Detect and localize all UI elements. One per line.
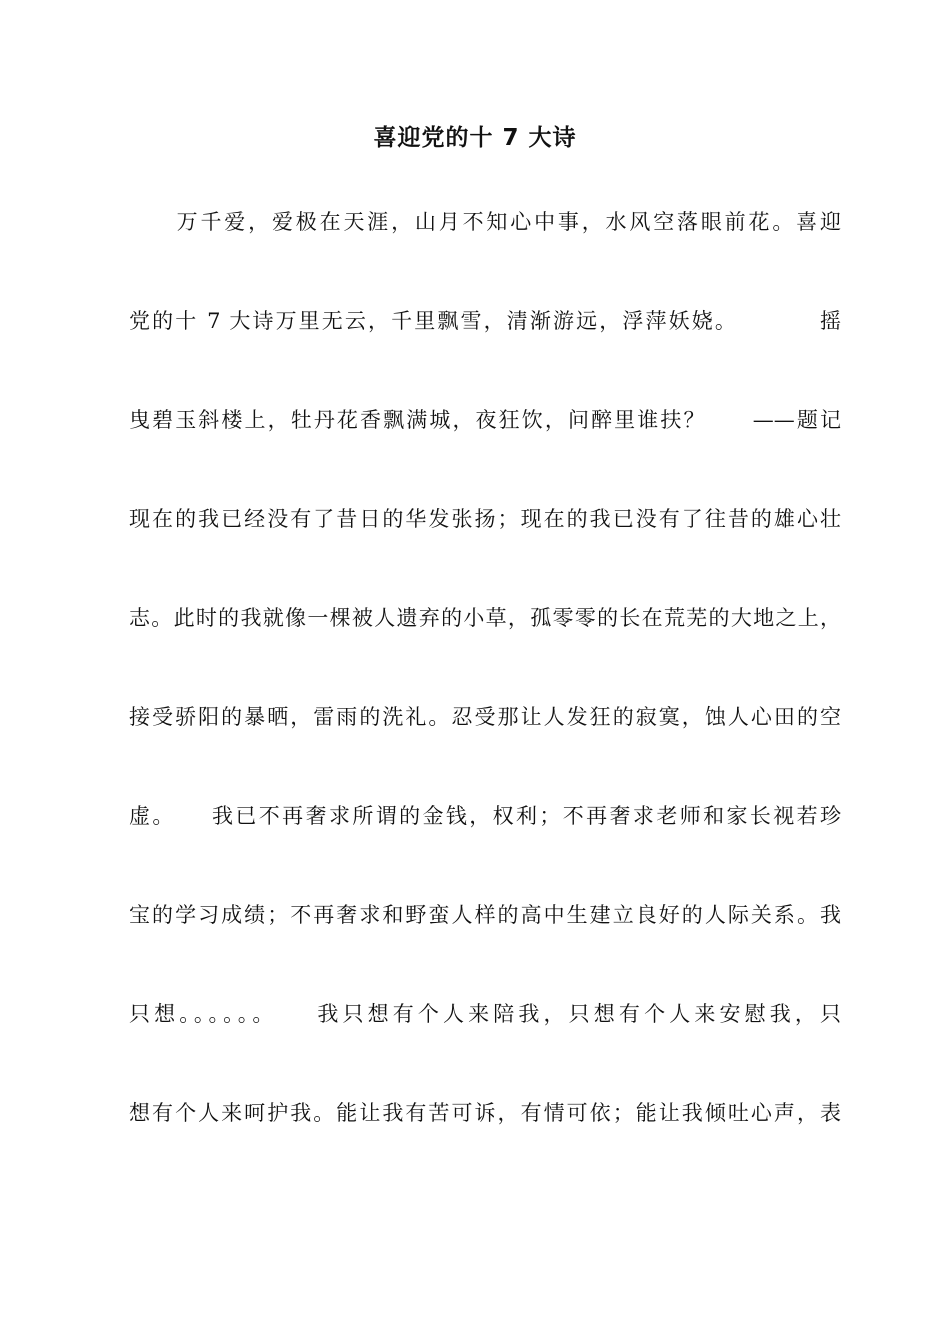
- text-line: 想有个人来呵护我。能让我有苦可诉，有情可依；能让我倾吐心声，表: [129, 1101, 841, 1125]
- text-line: 现在的我已经没有了昔日的华发张扬；现在的我已没有了往昔的雄心壮: [129, 507, 841, 531]
- text-line: 宝的学习成绩；不再奢求和野蛮人样的高中生建立良好的人际关系。我: [129, 903, 841, 927]
- text-line: 只想。。。。。。 我只想有个人来陪我，只想有个人来安慰我，只: [129, 1002, 841, 1026]
- text-line: 虚。 我已不再奢求所谓的金钱，权利；不再奢求老师和家长视若珍: [129, 804, 841, 828]
- text-line: 志。此时的我就像一棵被人遗弃的小草，孤零零的长在荒芜的大地之上，: [129, 606, 841, 630]
- text-line: 接受骄阳的暴晒，雷雨的洗礼。忍受那让人发狂的寂寞，蚀人心田的空: [129, 705, 841, 729]
- text-line: 曳碧玉斜楼上，牡丹花香飘满城，夜狂饮，问醉里谁扶？ ——题记: [129, 408, 841, 432]
- document-title: 喜迎党的十 7 大诗: [373, 125, 577, 151]
- document-body: [129, 200, 841, 1190]
- text-line: 万千爱，爱极在天涯，山月不知心中事，水风空落眼前花。喜迎: [129, 210, 841, 234]
- text-line: 党的十 7 大诗万里无云，千里飘雪，清渐游远，浮萍妖娆。 摇: [129, 309, 841, 333]
